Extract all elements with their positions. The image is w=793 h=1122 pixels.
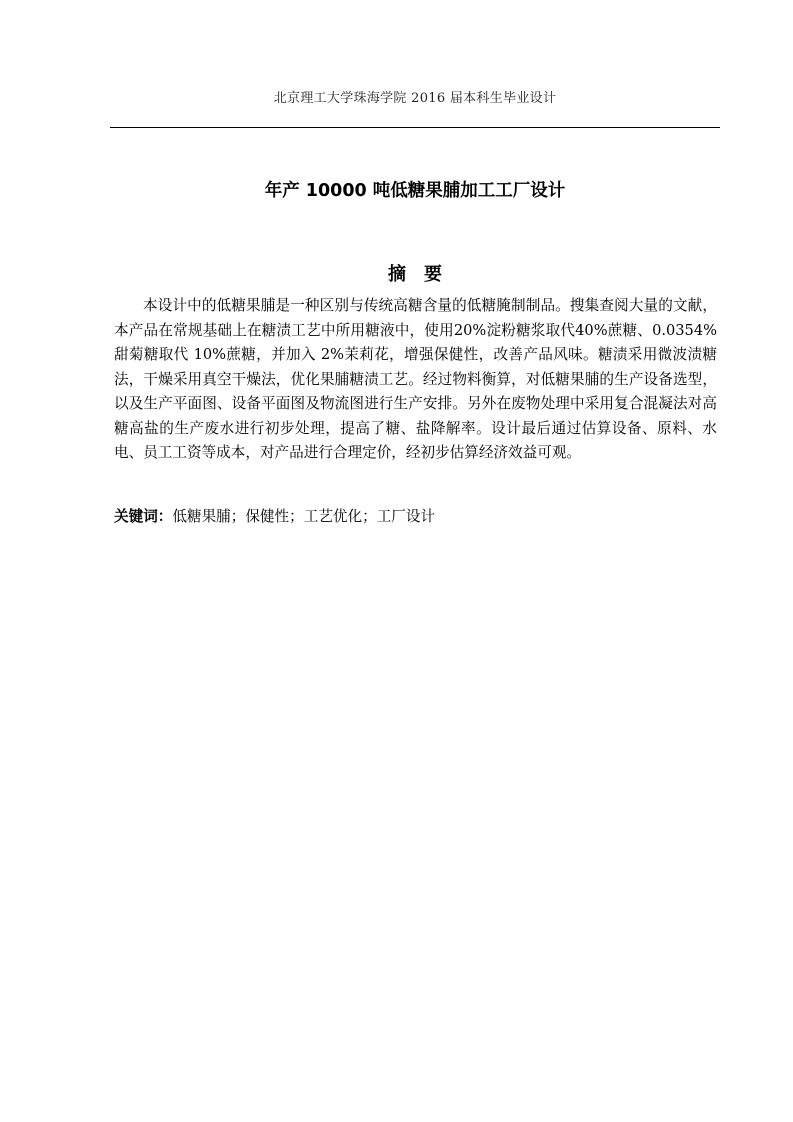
running-header: 北京理工大学珠海学院 2016 届本科生毕业设计 [273,91,557,106]
abstract-heading: 摘要 [388,264,460,285]
keywords-line [114,505,717,529]
keywords-label: 关键词： [114,508,173,525]
keywords-text: 低糖果脯；保健性；工艺优化；工厂设计 [172,508,436,525]
abstract-body: 本设计中的低糖果脯是一种区别与传统高糖含量的低糖腌制制品。搜集查阅大量的文献，本产品在常规基础上在糖渍工艺中所用糖液中，使用20%淀粉糖浆取代40%蔗糖、0.0354%甜菊糖取代 10%蔗糖，并加入 2%茉莉花，增强保健性，改善产品风味。糖渍采用微波渍糖法，干燥采用真空干燥法，优化果脯糖渍工艺。经过物料衡算，对低糖果脯的生产设备选型，以及生产平面图、设备平面图及物流图进行生产安排。另外在废物处理中采用复合混凝法对高糖高盐的生产废水进行初步处理，提高了糖、盐降解率。设计最后通过估算设备、原料、水电、员工工资等成本，对产品进行合理定价，经初步估算经济效益可观。 [114,297,717,461]
header-divider [110,127,720,128]
thesis-title: 年产 10000 吨低糖果脯加工工厂设计 [264,181,566,201]
